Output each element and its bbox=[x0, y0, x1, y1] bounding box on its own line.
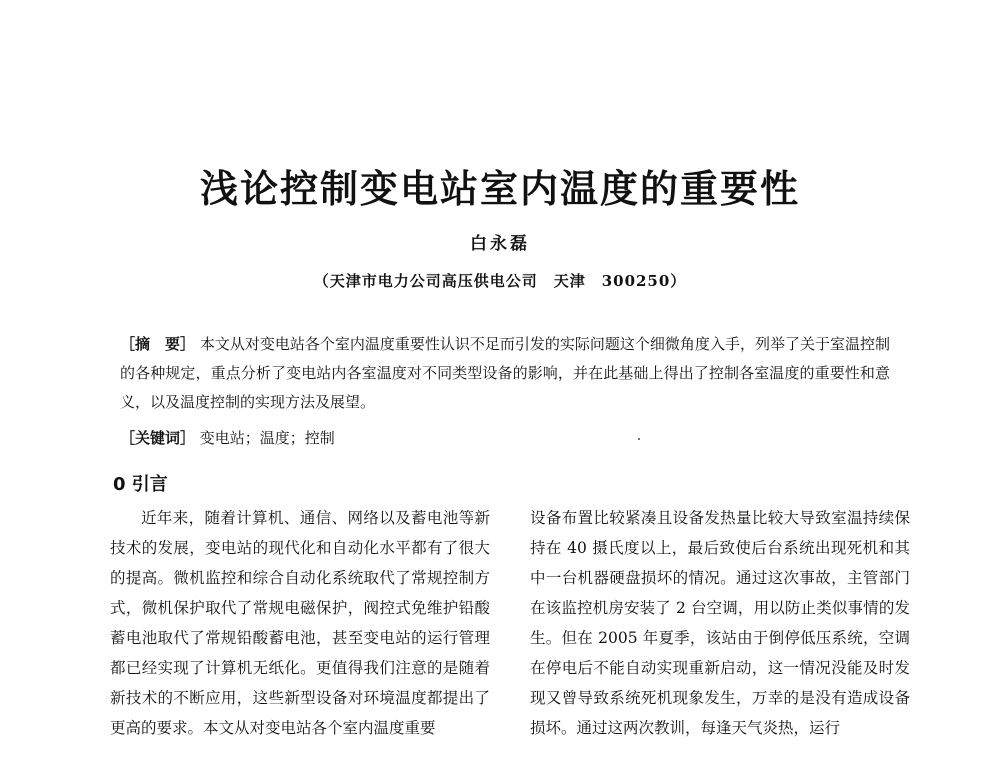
author-affiliation: （天津市电力公司高压供电公司 天津 300250） bbox=[313, 272, 687, 290]
page-title: 浅论控制变电站室内温度的重要性 bbox=[199, 166, 800, 211]
scan-speck bbox=[638, 438, 640, 440]
abstract-label: ［摘 要］ bbox=[120, 335, 196, 353]
body-column-left: 近年来，随着计算机、通信、网络以及蓄电池等新技术的发展，变电站的现代化和自动化水平都有了很大的提高。微机监控和综合自动化系统取代了常规控制方式，微机保护取代了常规电磁保护，阀控式免维护铅酸蓄电池取代了常规铅酸蓄电池，甚至变电站的运行管理都已经实现了计算机无纸化。更值得我们注意的是随着新技术的不断应用，这些新型设备对环境温度都提出了更高的要求。本文从对变电站各个室内温度重要 bbox=[110, 509, 490, 737]
section-heading: 0 引言 bbox=[113, 474, 168, 495]
keywords-label: ［关键词］ bbox=[120, 429, 196, 447]
keywords-text: 变电站；温度；控制 bbox=[199, 429, 335, 447]
abstract-text: 本文从对变电站各个室内温度重要性认识不足而引发的实际问题这个细微角度入手，列举了关于室温控制的各种规定，重点分析了变电站内各室温度对不同类型设备的影响，并在此基础上得出了控制各室温度的重要性和意义，以及温度控制的实现方法及展望。 bbox=[120, 335, 890, 411]
abstract bbox=[120, 330, 890, 417]
author-name: 白永磊 bbox=[470, 234, 530, 254]
body-column-right: 设备布置比较紧凑且设备发热量比较大导致室温持续保持在 40 摄氏度以上，最后致使后台系统出现死机和其中一台机器硬盘损坏的情况。通过这次事故，主管部门在该监控机房安装了 2 台空调，用以防止类似事情的发生。但在 2005 年夏季，该站由于倒停低压系统，空调在停电后不能自动实现重新启动，这一情况没能及时发现又曾导致系统死机现象发生，万幸的是没有造成设备损坏。通过这两次教训，每逢天气炎热，运行 bbox=[530, 509, 910, 737]
keywords bbox=[120, 424, 890, 453]
